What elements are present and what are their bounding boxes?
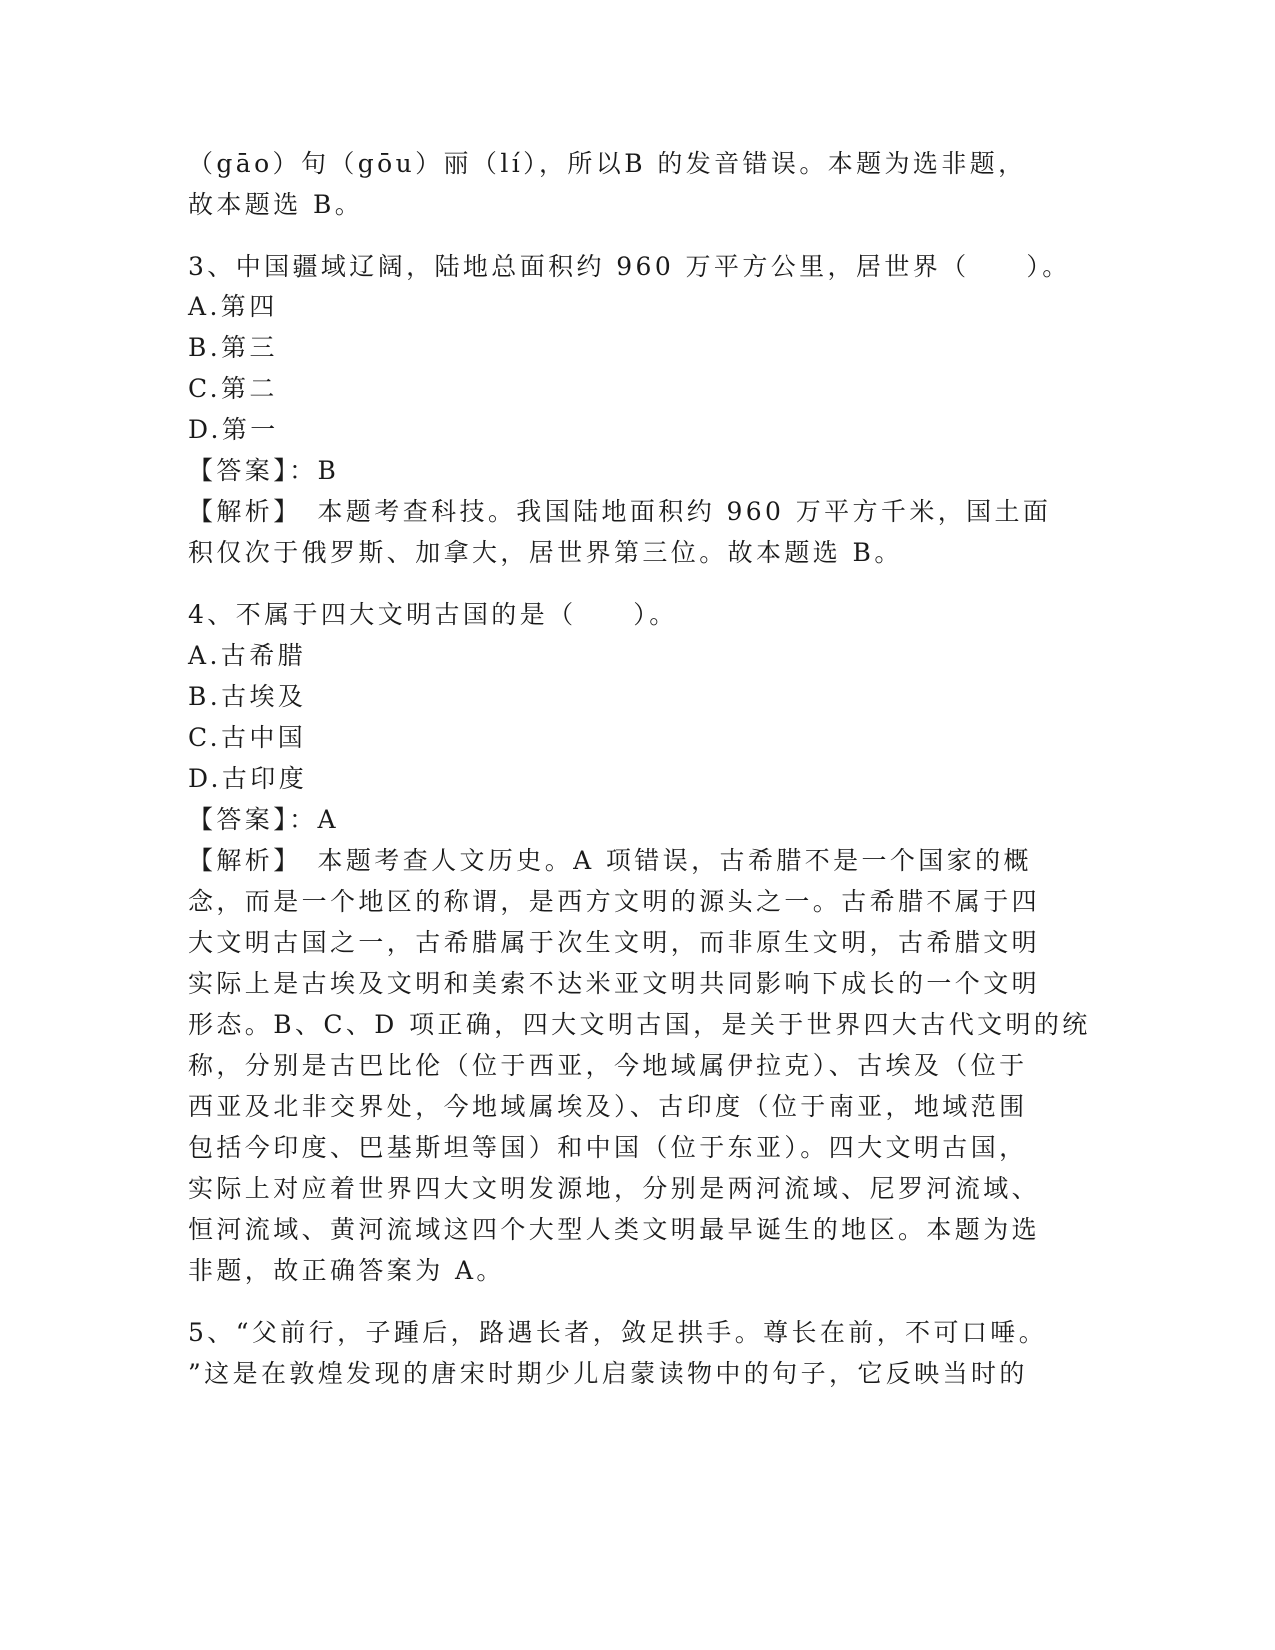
question-4-explanation-line: 大文明古国之一，古希腊属于次生文明，而非原生文明，古希腊文明: [188, 928, 1041, 957]
question-4-explanation-line: 念，而是一个地区的称谓，是西方文明的源头之一。古希腊不属于四: [188, 887, 1041, 916]
question-4-explanation-line: 形态。B、C、D 项正确，四大文明古国，是关于世界四大古代文明的统: [188, 1010, 1091, 1039]
question-4-explanation-line: 恒河流域、黄河流域这四个大型人类文明最早诞生的地区。本题为选: [188, 1215, 1041, 1244]
question-4-explanation-line: 【解析】 本题考查人文历史。A 项错误，古希腊不是一个国家的概: [188, 846, 1032, 875]
question-3-explanation-line: 【解析】 本题考查科技。我国陆地面积约 960 万平方千米，国土面: [188, 497, 1052, 526]
question-5-stem: ”这是在敦煌发现的唐宋时期少儿启蒙读物中的句子，它反映当时的: [188, 1359, 1028, 1388]
question-4-explanation-line: 实际上对应着世界四大文明发源地，分别是两河流域、尼罗河流域、: [188, 1174, 1041, 1203]
question-4-answer: 【答案】：A: [188, 805, 339, 834]
question-3-option-a: A.第四: [188, 292, 278, 321]
question-4-explanation-line: 非题，故正确答案为 A。: [188, 1256, 505, 1285]
prev-explanation-line: （gāo）句（gōu）丽（lí），所以B 的发音错误。本题为选非题，: [188, 149, 1027, 178]
question-3-stem: 3、中国疆域辽阔，陆地总面积约 960 万平方公里，居世界（ ）。: [188, 252, 1071, 281]
question-4-option-b: B.古埃及: [188, 682, 307, 711]
question-4-explanation-line: 西亚及北非交界处，今地域属埃及）、古印度（位于南亚，地域范围: [188, 1092, 1028, 1121]
question-3-answer: 【答案】：B: [188, 456, 340, 485]
question-3-option-c: C.第二: [188, 374, 278, 403]
question-4-explanation-line: 实际上是古埃及文明和美索不达米亚文明共同影响下成长的一个文明: [188, 969, 1041, 998]
question-4-option-c: C.古中国: [188, 723, 307, 752]
question-3-explanation-line: 积仅次于俄罗斯、加拿大，居世界第三位。故本题选 B。: [188, 538, 903, 567]
question-4-explanation-line: 称，分别是古巴比伦（位于西亚，今地域属伊拉克）、古埃及（位于: [188, 1051, 1028, 1080]
question-4-stem: 4、不属于四大文明古国的是（ ）。: [188, 600, 678, 629]
question-4-option-d: D.古印度: [188, 764, 308, 793]
question-3-option-b: B.第三: [188, 333, 278, 362]
question-4-option-a: A.古希腊: [188, 641, 307, 670]
question-3-option-d: D.第一: [188, 415, 279, 444]
question-4-explanation-line: 包括今印度、巴基斯坦等国）和中国（位于东亚）。四大文明古国，: [188, 1133, 1028, 1162]
prev-explanation-line: 故本题选 B。: [188, 190, 364, 219]
question-5-stem: 5、“父前行，子踵后，路遇长者，敛足拱手。尊长在前，不可口唾。: [188, 1318, 1048, 1347]
